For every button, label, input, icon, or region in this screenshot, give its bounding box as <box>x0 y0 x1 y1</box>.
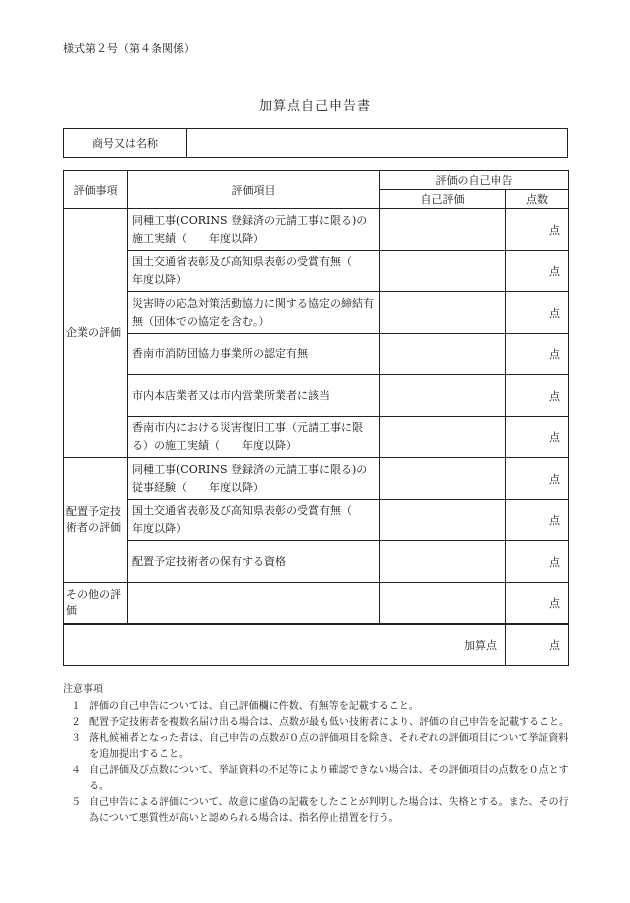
note-item <box>63 731 573 763</box>
points-field[interactable]: 点 <box>506 417 569 458</box>
self-eval-field[interactable] <box>380 458 506 500</box>
points-field[interactable]: 点 <box>506 334 569 375</box>
points-field[interactable]: 点 <box>506 500 569 541</box>
company-name-label: 商号又は名称 <box>64 129 187 158</box>
points-field[interactable]: 点 <box>506 583 569 624</box>
note-number: ２ <box>71 717 81 728</box>
item-label <box>128 583 380 624</box>
table-row <box>64 251 569 292</box>
note-text: 自己評価及び点数について、挙証資料の不足等により確認できない場合は、その評価項目の点数を０点とする。 <box>89 765 569 792</box>
points-field[interactable]: 点 <box>506 458 569 500</box>
notes-section <box>63 682 573 827</box>
note-number: ３ <box>71 733 81 744</box>
table-row <box>64 500 569 541</box>
table-row <box>64 458 569 500</box>
item-label: 香南市内における災害復旧工事（元請工事に限る）の施工実績（ 年度以降） <box>128 417 380 458</box>
table-row <box>64 209 569 251</box>
item-label: 災害時の応急対策活動協力に関する協定の締結有無（団体での協定を含む。） <box>128 292 380 334</box>
points-field[interactable]: 点 <box>506 375 569 417</box>
note-item <box>63 715 573 731</box>
notes-heading: 注意事項 <box>63 684 103 695</box>
note-item <box>63 795 573 827</box>
note-number: ４ <box>71 765 81 776</box>
item-label: 市内本店業者又は市内営業所業者に該当 <box>128 375 380 417</box>
total-points-field[interactable]: 点 <box>506 624 569 666</box>
note-text: 評価の自己申告については、自己評価欄に件数、有無等を記載すること。 <box>89 701 419 712</box>
header-self-report: 評価の自己申告 <box>380 171 569 190</box>
item-label: 国土交通省表彰及び高知県表彰の受賞有無（ 年度以降） <box>128 500 380 541</box>
category-engineer: 配置予定技術者の評価 <box>64 458 128 583</box>
document-title: 加算点自己申告書 <box>258 99 371 114</box>
self-eval-field[interactable] <box>380 292 506 334</box>
company-name-field[interactable] <box>187 129 568 158</box>
table-row <box>64 334 569 375</box>
note-item <box>63 763 573 795</box>
header-points: 点数 <box>506 190 569 209</box>
item-label: 同種工事(CORINS 登録済の元請工事に限る)の従事経験（ 年度以降） <box>128 458 380 500</box>
category-company: 企業の評価 <box>64 209 128 458</box>
note-text: 落札候補者となった者は、自己申告の点数が０点の評価項目を除き、それぞれの評価項目について挙証資料を追加提出すること。 <box>89 733 569 760</box>
note-number: １ <box>71 701 81 712</box>
self-eval-field[interactable] <box>380 251 506 292</box>
form-number: 様式第２号（第４条関係） <box>63 42 195 55</box>
item-label: 同種工事(CORINS 登録済の元請工事に限る)の施工実績（ 年度以降） <box>128 209 380 251</box>
table-row <box>64 541 569 583</box>
points-field[interactable]: 点 <box>506 541 569 583</box>
total-label: 加算点 <box>64 624 506 666</box>
self-eval-field[interactable] <box>380 375 506 417</box>
total-row <box>64 624 569 666</box>
self-eval-field[interactable] <box>380 500 506 541</box>
note-text: 配置予定技術者を複数名届け出る場合は、点数が最も低い技術者により、評価の自己申告を記載すること。 <box>89 717 569 728</box>
table-row <box>64 292 569 334</box>
note-text: 自己申告による評価について、故意に虚偽の記載をしたことが判明した場合は、失格とする。また、その行為について悪質性が高いと認められる場合は、指名停止措置を行う。 <box>89 797 569 824</box>
header-category: 評価事項 <box>64 171 128 209</box>
self-eval-field[interactable] <box>380 417 506 458</box>
header-item: 評価項目 <box>128 171 380 209</box>
item-label: 香南市消防団協力事業所の認定有無 <box>128 334 380 375</box>
company-name-table <box>63 128 568 158</box>
self-eval-field[interactable] <box>380 583 506 624</box>
points-field[interactable]: 点 <box>506 209 569 251</box>
header-self-eval: 自己評価 <box>380 190 506 209</box>
item-label: 国土交通省表彰及び高知県表彰の受賞有無（ 年度以降） <box>128 251 380 292</box>
points-field[interactable]: 点 <box>506 292 569 334</box>
self-eval-field[interactable] <box>380 334 506 375</box>
table-row <box>64 417 569 458</box>
self-eval-field[interactable] <box>380 541 506 583</box>
points-field[interactable]: 点 <box>506 251 569 292</box>
evaluation-table <box>63 170 569 666</box>
category-other: その他の評価 <box>64 583 128 624</box>
self-eval-field[interactable] <box>380 209 506 251</box>
item-label: 配置予定技術者の保有する資格 <box>128 541 380 583</box>
note-item <box>63 699 573 715</box>
note-number: ５ <box>71 797 81 808</box>
table-row <box>64 583 569 624</box>
table-row <box>64 375 569 417</box>
